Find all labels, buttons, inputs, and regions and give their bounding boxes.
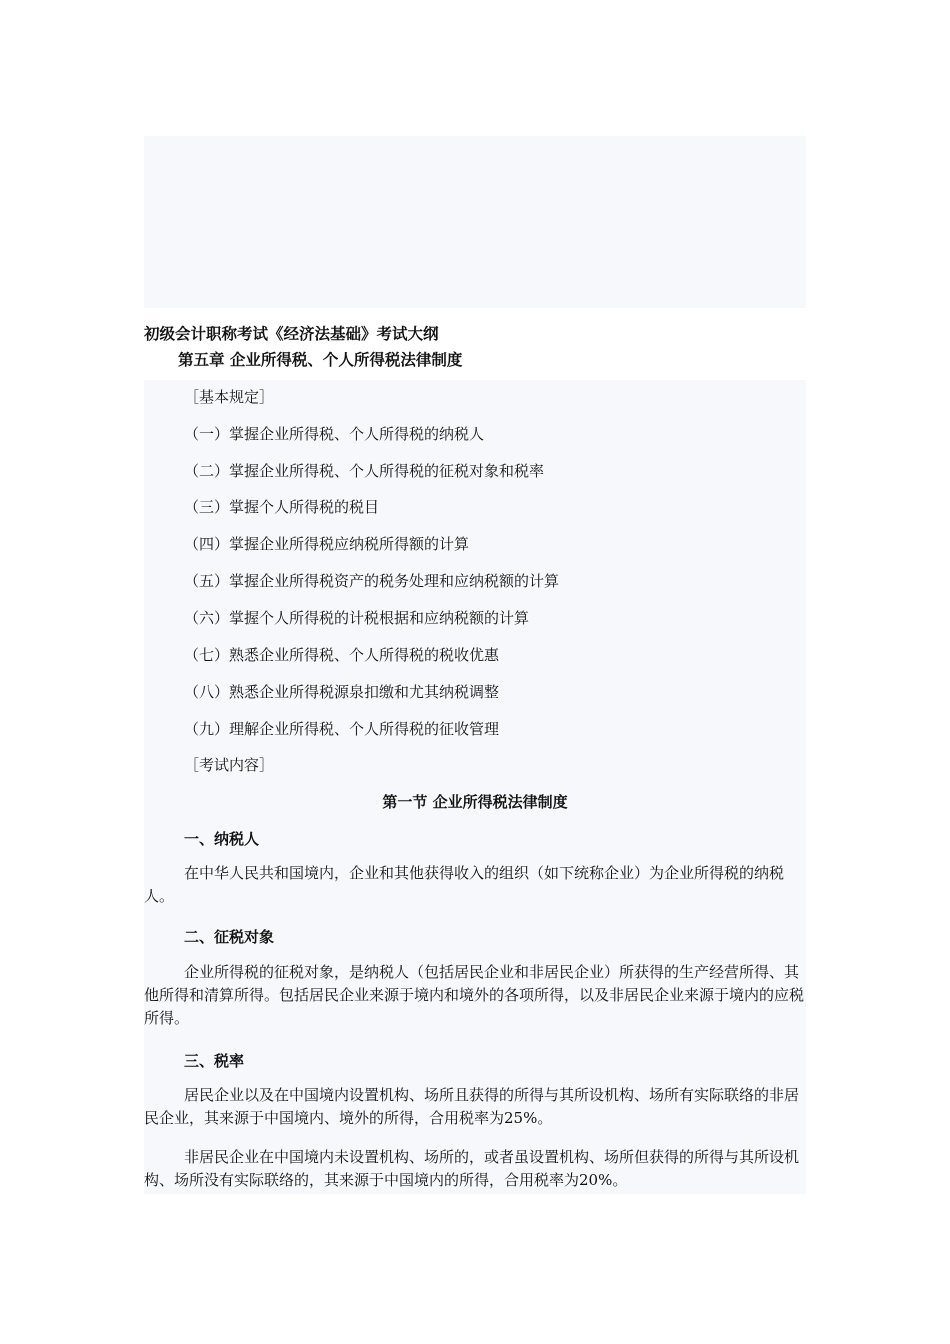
rule-item: （七）熟悉企业所得税、个人所得税的税收优惠 <box>184 646 500 664</box>
body-paragraph: 非居民企业在中国境内未设置机构、场所的，或者虽设置机构、场所但获得的所得与其所设机构、场所没有实际联络的，其来源于中国境内的所得，合用税率为20%。 <box>144 1148 800 1189</box>
body-paragraph: 居民企业以及在中国境内设置机构、场所且获得的所得与其所设机构、场所有实际联络的非居民企业，其来源于中国境内、境外的所得，合用税率为25%。 <box>144 1086 800 1127</box>
rule-item: （三）掌握个人所得税的税目 <box>184 498 380 516</box>
section-title: 第一节 企业所得税法律制度 <box>382 793 568 811</box>
section-heading: 一、纳税人 <box>184 830 260 848</box>
rule-item: （一）掌握企业所得税、个人所得税的纳税人 <box>184 425 485 443</box>
rule-item: （四）掌握企业所得税应纳税所得额的计算 <box>184 535 470 553</box>
rule-item: （六）掌握个人所得税的计税根据和应纳税额的计算 <box>184 609 530 627</box>
document-title: 初级会计职称考试《经济法基础》考试大纲 <box>144 324 439 343</box>
exam-content-heading: ［考试内容］ <box>184 756 275 774</box>
section-heading: 三、税率 <box>184 1052 245 1070</box>
document-body <box>144 380 806 1194</box>
basic-rules-heading: ［基本规定］ <box>184 388 275 406</box>
rule-item: （二）掌握企业所得税、个人所得税的征税对象和税率 <box>184 462 545 480</box>
rule-item: （八）熟悉企业所得税源泉扣缴和尤其纳税调整 <box>184 683 500 701</box>
rule-item: （五）掌握企业所得税资产的税务处理和应纳税额的计算 <box>184 572 560 590</box>
section-heading: 二、征税对象 <box>184 928 275 946</box>
chapter-title: 第五章 企业所得税、个人所得税法律制度 <box>178 350 463 369</box>
body-paragraph: 企业所得税的征税对象，是纳税人（包括居民企业和非居民企业）所获得的生产经营所得、其他所得和清算所得。包括居民企业来源于境内和境外的各项所得，以及非居民企业来源于境内的应税所得。 <box>144 963 805 1027</box>
blank-header-panel <box>144 136 806 308</box>
rule-item: （九）理解企业所得税、个人所得税的征收管理 <box>184 720 500 738</box>
body-paragraph: 在中华人民共和国境内，企业和其他获得收入的组织（如下统称企业）为企业所得税的纳税人。 <box>144 864 785 905</box>
